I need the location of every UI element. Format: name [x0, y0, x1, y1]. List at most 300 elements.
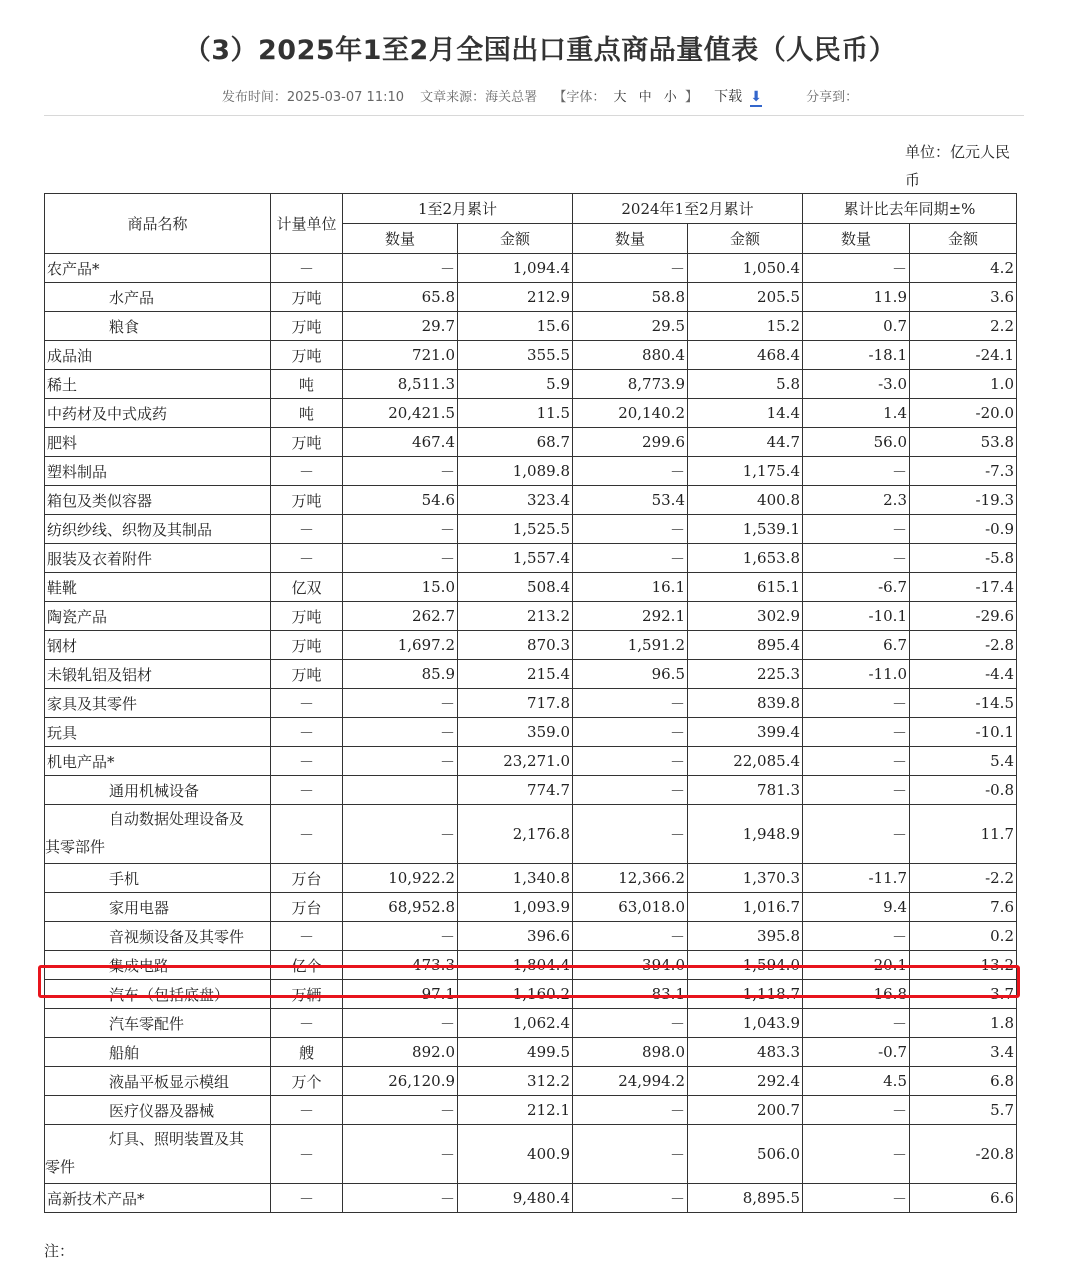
qty-change: －: [803, 457, 910, 486]
amt-current: 1,089.8: [458, 457, 573, 486]
amt-current: 1,525.5: [458, 515, 573, 544]
commodity-name: 中药材及中式成药: [45, 399, 271, 428]
qty-current: －: [343, 457, 458, 486]
amt-current: 396.6: [458, 922, 573, 951]
qty-previous: －: [573, 1009, 688, 1038]
amt-current: 1,340.8: [458, 864, 573, 893]
header-group-previous: 2024年1至2月累计: [573, 194, 803, 224]
amt-current: 68.7: [458, 428, 573, 457]
amt-previous: 22,085.4: [688, 747, 803, 776]
commodity-name: 汽车零配件: [45, 1009, 271, 1038]
table-row: [45, 951, 1017, 980]
commodity-name: 集成电路: [45, 951, 271, 980]
unit-cell: －: [271, 1096, 343, 1125]
commodity-name: 音视频设备及其零件: [45, 922, 271, 951]
table-row: [45, 1067, 1017, 1096]
amt-previous: 400.8: [688, 486, 803, 515]
unit-cell: 万台: [271, 864, 343, 893]
unit-cell: 万吨: [271, 602, 343, 631]
unit-cell: －: [271, 457, 343, 486]
unit-cell: －: [271, 254, 343, 283]
amt-previous: 1,653.8: [688, 544, 803, 573]
qty-current: 54.6: [343, 486, 458, 515]
qty-current: －: [343, 718, 458, 747]
qty-previous: 83.1: [573, 980, 688, 1009]
font-large-button[interactable]: 大: [613, 90, 627, 105]
table-row: [45, 428, 1017, 457]
amt-previous: 1,539.1: [688, 515, 803, 544]
font-medium-button[interactable]: 中: [638, 90, 652, 105]
amt-current: 355.5: [458, 341, 573, 370]
table-row: [45, 399, 1017, 428]
qty-previous: －: [573, 544, 688, 573]
amt-previous: 1,175.4: [688, 457, 803, 486]
table-row: [45, 660, 1017, 689]
qty-previous: －: [573, 457, 688, 486]
amt-previous: 1,118.7: [688, 980, 803, 1009]
amt-change: 5.4: [910, 747, 1017, 776]
amt-previous: 615.1: [688, 573, 803, 602]
qty-previous: 898.0: [573, 1038, 688, 1067]
qty-current: 97.1: [343, 980, 458, 1009]
commodity-name: 高新技术产品*: [45, 1184, 271, 1213]
qty-previous: 394.0: [573, 951, 688, 980]
amt-current: 400.9: [458, 1125, 573, 1184]
qty-previous: －: [573, 718, 688, 747]
amt-change: -5.8: [910, 544, 1017, 573]
table-row: [45, 602, 1017, 631]
commodity-name: 钢材: [45, 631, 271, 660]
table-row: [45, 689, 1017, 718]
commodity-name: 肥料: [45, 428, 271, 457]
qty-change: －: [803, 1009, 910, 1038]
amt-change: 13.2: [910, 951, 1017, 980]
amt-previous: 200.7: [688, 1096, 803, 1125]
qty-previous: 880.4: [573, 341, 688, 370]
amt-current: 213.2: [458, 602, 573, 631]
amt-current: 508.4: [458, 573, 573, 602]
amt-change: -4.4: [910, 660, 1017, 689]
amt-current: 323.4: [458, 486, 573, 515]
amt-current: 5.9: [458, 370, 573, 399]
unit-cell: －: [271, 747, 343, 776]
qty-change: 2.3: [803, 486, 910, 515]
amt-change: 0.2: [910, 922, 1017, 951]
qty-previous: 53.4: [573, 486, 688, 515]
header-amt: 金额: [688, 224, 803, 254]
commodity-name-line1: 灯具、照明装置及其: [109, 1130, 245, 1148]
amt-change: -24.1: [910, 341, 1017, 370]
qty-change: －: [803, 718, 910, 747]
qty-previous: 29.5: [573, 312, 688, 341]
table-row: [45, 805, 1017, 864]
amt-current: 2,176.8: [458, 805, 573, 864]
article-source: 文章来源：海关总署: [420, 90, 538, 105]
qty-change: －: [803, 1096, 910, 1125]
table-note: 注：: [44, 1242, 75, 1260]
qty-change: －: [803, 515, 910, 544]
qty-current: －: [343, 254, 458, 283]
amt-change: 1.0: [910, 370, 1017, 399]
qty-current: 26,120.9: [343, 1067, 458, 1096]
unit-cell: 万吨: [271, 312, 343, 341]
qty-change: -11.7: [803, 864, 910, 893]
amt-current: 1,557.4: [458, 544, 573, 573]
header-amt: 金额: [458, 224, 573, 254]
amt-current: 1,160.2: [458, 980, 573, 1009]
qty-change: 1.4: [803, 399, 910, 428]
amt-change: -20.0: [910, 399, 1017, 428]
header-name: 商品名称: [45, 194, 271, 254]
commodity-name: 陶瓷产品: [45, 602, 271, 631]
commodity-name: 家用电器: [45, 893, 271, 922]
unit-cell: 万个: [271, 1067, 343, 1096]
unit-cell: －: [271, 544, 343, 573]
qty-change: －: [803, 1125, 910, 1184]
unit-cell: 万台: [271, 893, 343, 922]
commodity-name: 农产品*: [45, 254, 271, 283]
qty-change: －: [803, 776, 910, 805]
amt-current: 215.4: [458, 660, 573, 689]
table-row: [45, 370, 1017, 399]
table-row: [45, 544, 1017, 573]
unit-cell: 万吨: [271, 341, 343, 370]
qty-change: 0.7: [803, 312, 910, 341]
qty-current: －: [343, 1096, 458, 1125]
qty-change: 16.8: [803, 980, 910, 1009]
qty-current: 8,511.3: [343, 370, 458, 399]
amt-change: 5.7: [910, 1096, 1017, 1125]
commodity-name: 手机: [45, 864, 271, 893]
table-row: [45, 515, 1017, 544]
table-row: [45, 486, 1017, 515]
amt-change: 53.8: [910, 428, 1017, 457]
qty-previous: －: [573, 747, 688, 776]
unit-cell: 吨: [271, 399, 343, 428]
table-row: [45, 893, 1017, 922]
export-table: [44, 193, 1017, 1213]
amt-current: 1,093.9: [458, 893, 573, 922]
table-row: [45, 312, 1017, 341]
article-meta: [0, 86, 1080, 106]
amt-previous: 1,370.3: [688, 864, 803, 893]
qty-current: 892.0: [343, 1038, 458, 1067]
table-row: [45, 718, 1017, 747]
amt-previous: 225.3: [688, 660, 803, 689]
qty-change: 4.5: [803, 1067, 910, 1096]
table-row: [45, 341, 1017, 370]
amt-change: -0.8: [910, 776, 1017, 805]
amt-current: 212.1: [458, 1096, 573, 1125]
amt-previous: 44.7: [688, 428, 803, 457]
commodity-name: 鞋靴: [45, 573, 271, 602]
qty-current: 15.0: [343, 573, 458, 602]
amt-current: 717.8: [458, 689, 573, 718]
unit-cell: －: [271, 1184, 343, 1213]
qty-change: －: [803, 805, 910, 864]
amt-change: -29.6: [910, 602, 1017, 631]
amt-change: 2.2: [910, 312, 1017, 341]
amt-change: -17.4: [910, 573, 1017, 602]
amt-previous: 399.4: [688, 718, 803, 747]
commodity-name: 未锻轧铝及铝材: [45, 660, 271, 689]
qty-current: －: [343, 805, 458, 864]
qty-change: －: [803, 254, 910, 283]
amt-previous: 483.3: [688, 1038, 803, 1067]
table-row: [45, 283, 1017, 312]
qty-current: 68,952.8: [343, 893, 458, 922]
amt-previous: 15.2: [688, 312, 803, 341]
qty-previous: 63,018.0: [573, 893, 688, 922]
qty-change: 56.0: [803, 428, 910, 457]
table-row: [45, 631, 1017, 660]
qty-change: －: [803, 1184, 910, 1213]
qty-current: 10,922.2: [343, 864, 458, 893]
qty-previous: 58.8: [573, 283, 688, 312]
amt-change: 11.7: [910, 805, 1017, 864]
amt-change: 7.6: [910, 893, 1017, 922]
unit-cell: 亿双: [271, 573, 343, 602]
qty-current: 721.0: [343, 341, 458, 370]
amt-change: 6.8: [910, 1067, 1017, 1096]
qty-current: [343, 776, 458, 805]
amt-change: -2.2: [910, 864, 1017, 893]
unit-cell: －: [271, 718, 343, 747]
commodity-name: [45, 805, 271, 864]
commodity-name: 塑料制品: [45, 457, 271, 486]
unit-cell: －: [271, 1009, 343, 1038]
qty-change: -11.0: [803, 660, 910, 689]
download-icon[interactable]: ⬇: [750, 89, 762, 105]
qty-change: 9.4: [803, 893, 910, 922]
amt-previous: 781.3: [688, 776, 803, 805]
unit-cell: 万吨: [271, 428, 343, 457]
qty-change: -0.7: [803, 1038, 910, 1067]
qty-change: -18.1: [803, 341, 910, 370]
qty-change: 20.1: [803, 951, 910, 980]
qty-change: -3.0: [803, 370, 910, 399]
download-label[interactable]: 下载: [714, 89, 743, 105]
unit-cell: －: [271, 776, 343, 805]
amt-current: 499.5: [458, 1038, 573, 1067]
divider: [44, 115, 1024, 116]
qty-previous: －: [573, 1184, 688, 1213]
qty-previous: 96.5: [573, 660, 688, 689]
amt-change: -0.9: [910, 515, 1017, 544]
qty-current: 20,421.5: [343, 399, 458, 428]
amt-previous: 839.8: [688, 689, 803, 718]
qty-previous: 12,366.2: [573, 864, 688, 893]
commodity-name-line2: 零件: [45, 1158, 76, 1176]
commodity-name: 机电产品*: [45, 747, 271, 776]
commodity-name: 液晶平板显示模组: [45, 1067, 271, 1096]
qty-previous: －: [573, 689, 688, 718]
table-row: [45, 573, 1017, 602]
unit-cell: －: [271, 805, 343, 864]
amt-previous: 395.8: [688, 922, 803, 951]
unit-cell: 万吨: [271, 486, 343, 515]
header-unit: 计量单位: [271, 194, 343, 254]
qty-previous: －: [573, 805, 688, 864]
unit-cell: －: [271, 1125, 343, 1184]
qty-current: －: [343, 1009, 458, 1038]
amt-change: 4.2: [910, 254, 1017, 283]
amt-current: 9,480.4: [458, 1184, 573, 1213]
qty-previous: 292.1: [573, 602, 688, 631]
unit-cell: 吨: [271, 370, 343, 399]
page-title: （3）2025年1至2月全国出口重点商品量值表（人民币）: [183, 35, 897, 66]
table-row: [45, 1096, 1017, 1125]
unit-cell: 万辆: [271, 980, 343, 1009]
commodity-name: 船舶: [45, 1038, 271, 1067]
unit-cell: 万吨: [271, 660, 343, 689]
qty-current: 473.3: [343, 951, 458, 980]
qty-previous: －: [573, 254, 688, 283]
amt-current: 11.5: [458, 399, 573, 428]
qty-current: －: [343, 1184, 458, 1213]
commodity-name: 医疗仪器及器械: [45, 1096, 271, 1125]
unit-cell: －: [271, 689, 343, 718]
qty-change: －: [803, 922, 910, 951]
commodity-name: 服装及衣着附件: [45, 544, 271, 573]
qty-previous: 16.1: [573, 573, 688, 602]
amt-current: 23,271.0: [458, 747, 573, 776]
qty-current: －: [343, 689, 458, 718]
amt-change: 6.6: [910, 1184, 1017, 1213]
qty-previous: －: [573, 922, 688, 951]
amt-previous: 8,895.5: [688, 1184, 803, 1213]
qty-current: －: [343, 544, 458, 573]
qty-previous: 299.6: [573, 428, 688, 457]
amt-previous: 1,016.7: [688, 893, 803, 922]
header-amt: 金额: [910, 224, 1017, 254]
header-qty: 数量: [343, 224, 458, 254]
qty-previous: 8,773.9: [573, 370, 688, 399]
commodity-name: 汽车（包括底盘）: [45, 980, 271, 1009]
qty-current: －: [343, 1125, 458, 1184]
amt-previous: 14.4: [688, 399, 803, 428]
amt-previous: 292.4: [688, 1067, 803, 1096]
commodity-name: 家具及其零件: [45, 689, 271, 718]
qty-current: 262.7: [343, 602, 458, 631]
amt-previous: 1,948.9: [688, 805, 803, 864]
qty-previous: －: [573, 776, 688, 805]
header-qty: 数量: [803, 224, 910, 254]
unit-note: 单位：亿元人民币: [905, 143, 1011, 189]
unit-cell: 艘: [271, 1038, 343, 1067]
qty-change: -6.7: [803, 573, 910, 602]
table-row: [45, 776, 1017, 805]
share-label: 分享到：: [806, 90, 859, 105]
font-size-control: [553, 90, 702, 105]
amt-previous: 5.8: [688, 370, 803, 399]
amt-previous: 1,050.4: [688, 254, 803, 283]
commodity-name: 玩具: [45, 718, 271, 747]
amt-previous: 506.0: [688, 1125, 803, 1184]
qty-change: 11.9: [803, 283, 910, 312]
commodity-name-line1: 自动数据处理设备及: [109, 810, 245, 828]
unit-cell: －: [271, 515, 343, 544]
qty-current: 467.4: [343, 428, 458, 457]
amt-current: 1,094.4: [458, 254, 573, 283]
amt-current: 15.6: [458, 312, 573, 341]
font-small-button[interactable]: 小: [663, 90, 677, 105]
amt-change: -14.5: [910, 689, 1017, 718]
amt-change: -10.1: [910, 718, 1017, 747]
qty-previous: －: [573, 1096, 688, 1125]
unit-cell: －: [271, 922, 343, 951]
amt-change: 1.8: [910, 1009, 1017, 1038]
amt-previous: 205.5: [688, 283, 803, 312]
commodity-name: 粮食: [45, 312, 271, 341]
qty-previous: 1,591.2: [573, 631, 688, 660]
table-row: [45, 980, 1017, 1009]
table-row: [45, 864, 1017, 893]
qty-change: －: [803, 544, 910, 573]
amt-change: -20.8: [910, 1125, 1017, 1184]
qty-change: －: [803, 747, 910, 776]
amt-change: 3.4: [910, 1038, 1017, 1067]
table-row: [45, 1184, 1017, 1213]
qty-previous: 20,140.2: [573, 399, 688, 428]
table-row: [45, 1038, 1017, 1067]
amt-previous: 468.4: [688, 341, 803, 370]
unit-cell: 亿个: [271, 951, 343, 980]
unit-cell: 万吨: [271, 283, 343, 312]
amt-change: -19.3: [910, 486, 1017, 515]
commodity-name: [45, 1125, 271, 1184]
qty-current: 65.8: [343, 283, 458, 312]
qty-previous: 24,994.2: [573, 1067, 688, 1096]
qty-current: 1,697.2: [343, 631, 458, 660]
amt-change: 3.7: [910, 980, 1017, 1009]
qty-current: －: [343, 515, 458, 544]
amt-current: 1,804.4: [458, 951, 573, 980]
download-link[interactable]: [714, 90, 770, 105]
amt-current: 774.7: [458, 776, 573, 805]
commodity-name: 箱包及类似容器: [45, 486, 271, 515]
commodity-name: 成品油: [45, 341, 271, 370]
amt-previous: 1,594.0: [688, 951, 803, 980]
amt-current: 212.9: [458, 283, 573, 312]
table-row: [45, 747, 1017, 776]
amt-change: -7.3: [910, 457, 1017, 486]
qty-current: 85.9: [343, 660, 458, 689]
amt-current: 1,062.4: [458, 1009, 573, 1038]
amt-current: 359.0: [458, 718, 573, 747]
qty-current: －: [343, 922, 458, 951]
commodity-name: 水产品: [45, 283, 271, 312]
header-qty: 数量: [573, 224, 688, 254]
amt-change: 3.6: [910, 283, 1017, 312]
table-row: [45, 1125, 1017, 1184]
table-row: [45, 254, 1017, 283]
header-group-change: 累计比去年同期±%: [803, 194, 1017, 224]
publish-time: 发布时间：2025-03-07 11:10: [221, 90, 405, 105]
font-close: 】: [684, 90, 698, 105]
qty-change: -10.1: [803, 602, 910, 631]
amt-previous: 1,043.9: [688, 1009, 803, 1038]
amt-change: -2.8: [910, 631, 1017, 660]
commodity-name-line2: 其零部件: [45, 838, 106, 856]
table-row: [45, 457, 1017, 486]
amt-previous: 302.9: [688, 602, 803, 631]
amt-previous: 895.4: [688, 631, 803, 660]
qty-current: －: [343, 747, 458, 776]
qty-current: 29.7: [343, 312, 458, 341]
header-group-current: 1至2月累计: [343, 194, 573, 224]
commodity-name: 通用机械设备: [45, 776, 271, 805]
